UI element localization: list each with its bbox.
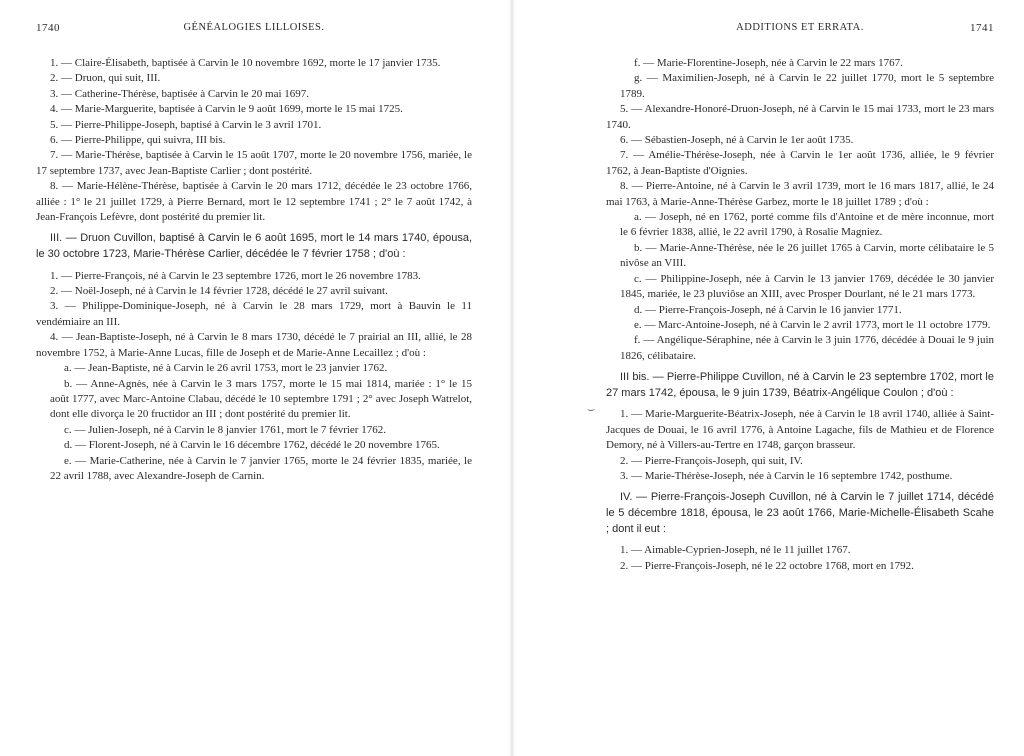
left-page <box>0 0 510 756</box>
genealogy-entry: 2. — Druon, qui suit, III. <box>50 72 161 85</box>
left-page-header <box>36 22 472 44</box>
genealogy-entry: 7. — Amélie-Thérèse-Joseph, née à Carvin le 1er août 1736, alliée, le 9 février 1762, à Jean-Baptiste d'Oignies. <box>606 149 994 177</box>
genealogy-entry: d. — Florent-Joseph, né à Carvin le 16 décembre 1762, décédé le 20 novembre 1765. <box>64 439 440 452</box>
genealogy-entry: 1. — Claire-Élisabeth, baptisée à Carvin le 10 novembre 1692, morte le 17 janvier 1735. <box>50 57 441 69</box>
genealogy-entry: 1. — Marie-Marguerite-Béatrix-Joseph, née à Carvin le 18 avril 1740, alliée à Saint-Jacques de Douai, le 16 avril 1776, à Antoine Lagache, fils de Mathieu et de Florence Demory, né à Villers-au-Tertre en 1748, garçon brasseur. <box>606 408 994 452</box>
genealogy-entry: d. — Pierre-François-Joseph, né à Carvin le 16 janvier 1771. <box>634 303 902 316</box>
genealogy-entry: 2. — Noël-Joseph, né à Carvin le 14 février 1728, décédé le 27 avril suivant. <box>50 285 388 298</box>
right-page-body <box>606 56 994 574</box>
genealogy-entry: f. — Angélique-Séraphine, née à Carvin le 3 juin 1776, décédée à Douai le 9 juin 1826, célibataire. <box>620 334 994 362</box>
right-page <box>514 0 1024 756</box>
genealogy-entry: g. — Maximilien-Joseph, né à Carvin le 22 juillet 1770, mort le 5 septembre 1789. <box>620 72 994 100</box>
genealogy-entry: e. — Marie-Catherine, née à Carvin le 7 janvier 1765, morte le 24 février 1835, mariée, le 22 avril 1788, avec Alexandre-Joseph de Carnin. <box>50 454 472 482</box>
genealogy-entry: 8. — Pierre-Antoine, né à Carvin le 3 avril 1739, mort le 16 mars 1817, allié, le 24 mai 1763, à Marie-Anne-Thérèse Garbez, morte le 18 juillet 1789 ; d'où : <box>606 180 994 208</box>
running-title: GÉNÉALOGIES LILLOISES. <box>183 22 325 33</box>
page-number: 1740 <box>36 22 60 34</box>
generation-heading: III bis. — Pierre-Philippe Cuvillon, né à Carvin le 23 septembre 1702, mort le 27 mars 1742, épousa, le 9 juin 1739, Béatrix-Angélique Coulon ; d'où : <box>606 371 994 399</box>
page-number: 1741 <box>970 22 994 34</box>
genealogy-entry: 6. — Sébastien-Joseph, né à Carvin le 1er août 1735. <box>620 134 854 147</box>
genealogy-entry: 2. — Pierre-François-Joseph, qui suit, IV. <box>620 454 803 467</box>
genealogy-entry: a. — Joseph, né en 1762, porté comme fils d'Antoine et de mère inconnue, mort le 6 février 1838, allié, le 22 avril 1790, à Rosalie Magniez. <box>620 211 994 239</box>
genealogy-entry: 2. — Pierre-François-Joseph, né le 22 octobre 1768, mort en 1792. <box>620 559 914 572</box>
genealogy-entry: a. — Jean-Baptiste, né à Carvin le 26 avril 1753, mort le 23 janvier 1762. <box>64 362 388 375</box>
genealogy-entry: 5. — Alexandre-Honoré-Druon-Joseph, né à Carvin le 15 mai 1733, mort le 23 mars 1740. <box>606 103 994 131</box>
genealogy-entry: b. — Marie-Anne-Thérèse, née le 26 juillet 1765 à Carvin, morte célibataire le 5 nivôse an VIII. <box>620 241 994 270</box>
genealogy-entry: 7. — Marie-Thérèse, baptisée à Carvin le 15 août 1707, morte le 20 novembre 1756, mariée, le 17 septembre 1737, avec Jean-Baptiste Carlier ; dont postérité. <box>36 149 472 177</box>
generation-heading: IV. — Pierre-François-Joseph Cuvillon, né à Carvin le 7 juillet 1714, décédé le 5 décembre 1818, épousa, le 23 août 1766, Marie-Michelle-Élisabeth Scahe ; dont il eut : <box>606 491 994 535</box>
genealogy-entry: 6. — Pierre-Philippe, qui suivra, III bis. <box>50 134 226 147</box>
left-page-body <box>36 56 472 484</box>
genealogy-entry: 4. — Jean-Baptiste-Joseph, né à Carvin le 8 mars 1730, décédé le 7 prairial an III, allié, le 28 novembre 1752, à Marie-Anne Lucas, fille de Joseph et de Marie-Anne Lecaillez ; d'où : <box>36 331 472 359</box>
right-page-header <box>606 22 994 44</box>
genealogy-entry: 4. — Marie-Marguerite, baptisée à Carvin le 9 août 1699, morte le 15 mai 1725. <box>50 103 403 116</box>
genealogy-entry: c. — Philippine-Joseph, née à Carvin le 13 janvier 1769, décédée le 30 janvier 1845, mariée, le 23 pluviôse an XIII, avec Prosper Dourlant, né le 21 mars 1773. <box>620 272 994 301</box>
genealogy-entry: 5. — Pierre-Philippe-Joseph, baptisé à Carvin le 3 avril 1701. <box>50 118 322 131</box>
genealogy-entry: 3. — Catherine-Thérèse, baptisée à Carvin le 20 mai 1697. <box>50 87 310 100</box>
genealogy-entry: 1. — Aimable-Cyprien-Joseph, né le 11 juillet 1767. <box>620 544 851 557</box>
genealogy-entry: 3. — Marie-Thérèse-Joseph, née à Carvin le 16 septembre 1742, posthume. <box>620 469 953 482</box>
genealogy-entry: 3. — Philippe-Dominique-Joseph, né à Carvin le 28 mars 1729, mort à Bauvin le 11 vendémiaire an III. <box>36 300 472 328</box>
genealogy-entry: f. — Marie-Florentine-Joseph, née à Carvin le 22 mars 1767. <box>634 57 903 69</box>
genealogy-entry: e. — Marc-Antoine-Joseph, né à Carvin le 2 avril 1773, mort le 11 octobre 1779. <box>634 318 991 331</box>
genealogy-entry: 8. — Marie-Hélène-Thérèse, baptisée à Carvin le 20 mars 1712, décédée le 23 octobre 1766, alliée : 1° le 21 juillet 1729, à Pierre Bernard, mort le 12 septembre 1741 ; 2° le 7 août 1742, à Jean-François Lefèvre, dont postérité du premier lit. <box>36 180 472 224</box>
generation-heading: III. — Druon Cuvillon, baptisé à Carvin le 6 août 1695, mort le 14 mars 1740, épousa, le 30 octobre 1723, Marie-Thérèse Carlier, décédée le 7 février 1758 ; d'où : <box>36 232 472 261</box>
genealogy-entry: c. — Julien-Joseph, né à Carvin le 8 janvier 1761, mort le 7 février 1762. <box>64 423 386 436</box>
margin-mark: ⌣ <box>587 402 595 416</box>
running-title: ADDITIONS ET ERRATA. <box>736 22 864 33</box>
genealogy-entry: 1. — Pierre-François, né à Carvin le 23 septembre 1726, mort le 26 novembre 1783. <box>50 269 421 282</box>
genealogy-entry: b. — Anne-Agnès, née à Carvin le 3 mars 1757, morte le 15 mai 1814, mariée : 1° le 15 août 1777, avec Marc-Antoine Clabau, décédé le 10 septembre 1791 ; 2° avec Joseph Watrelot, dont elle divorça le 20 fructidor an III ; dont postérité du premier lit. <box>50 377 472 421</box>
